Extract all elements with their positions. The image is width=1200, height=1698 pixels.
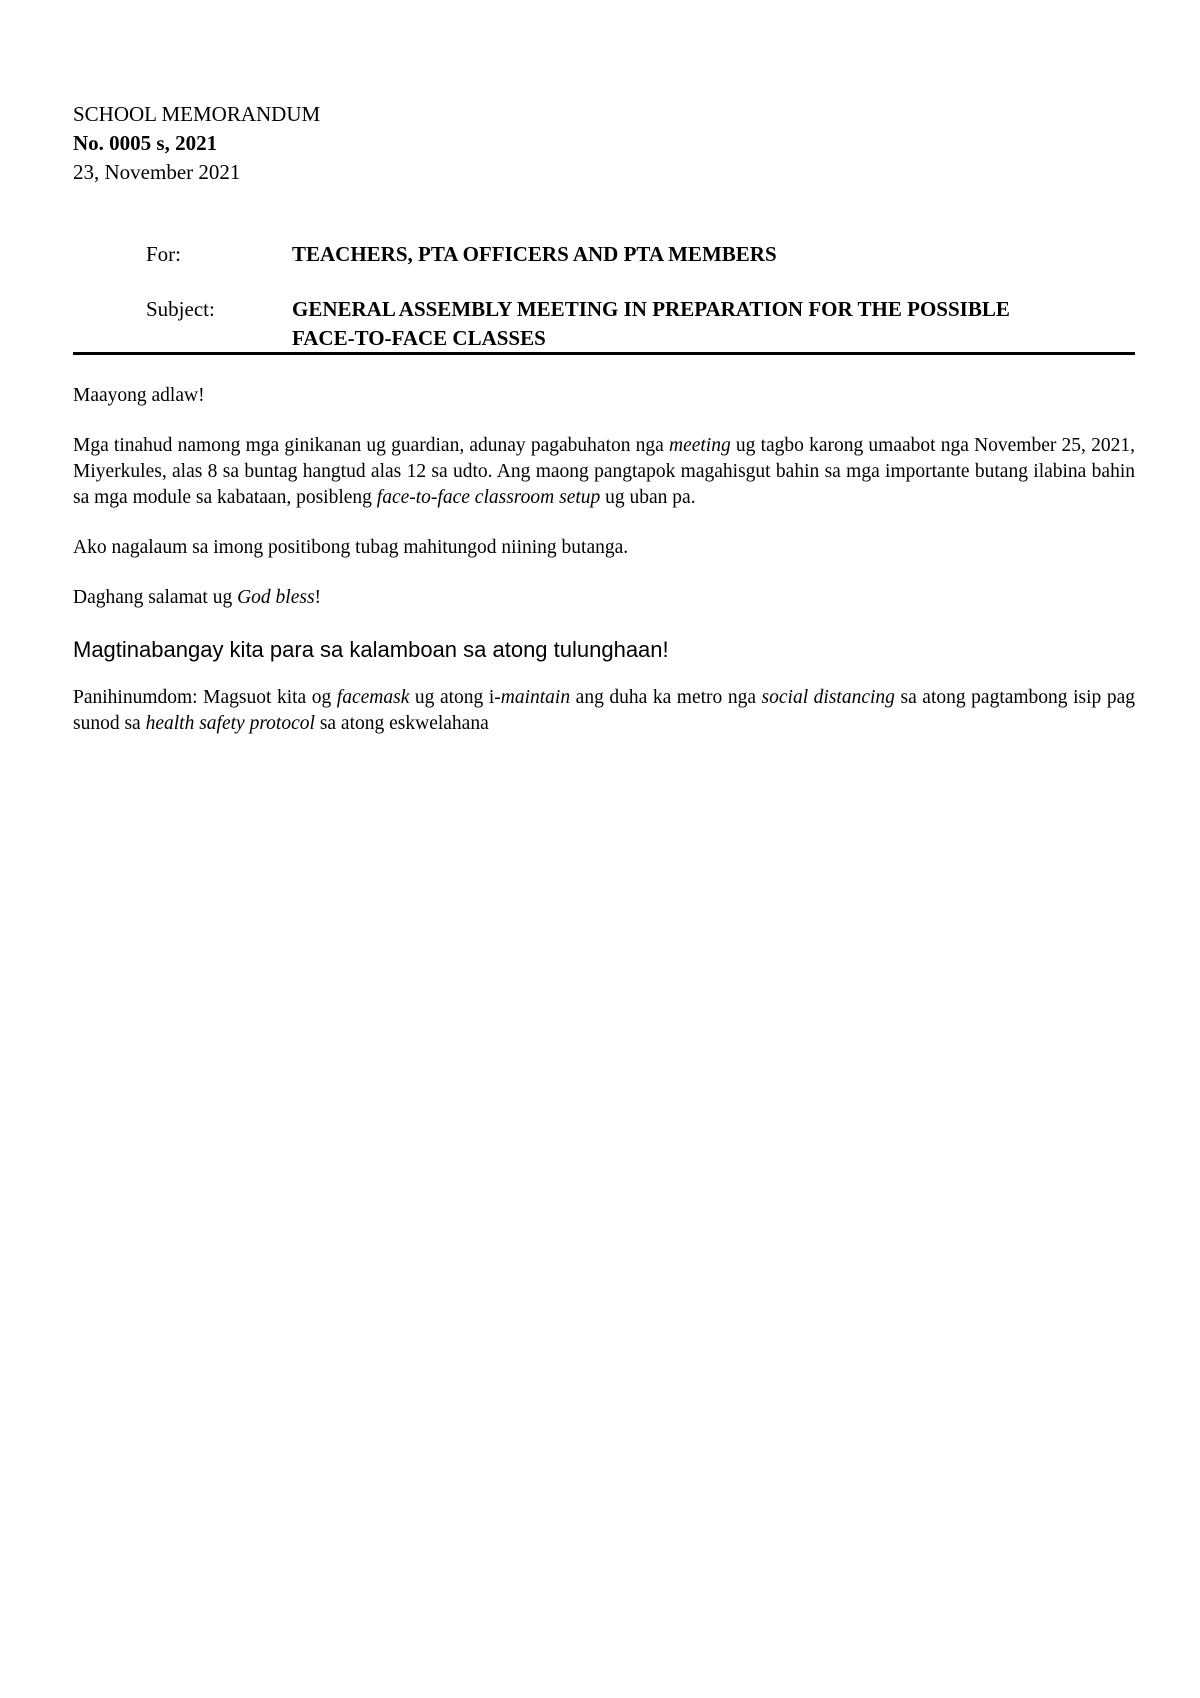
memo-number: No. 0005 s, 2021 — [73, 131, 218, 155]
rem-text-d: maintain — [500, 687, 571, 708]
memo-title: SCHOOL MEMORANDUM — [73, 102, 321, 126]
rem-text-c: ug atong i- — [409, 687, 501, 708]
p3-text-c: ! — [314, 587, 322, 608]
header-divider — [73, 352, 1135, 355]
paragraph-meeting-details — [73, 433, 1135, 511]
subject-value — [292, 295, 1135, 353]
memo-header — [73, 100, 1133, 187]
p3-text-b: God bless — [237, 587, 315, 608]
rem-text-b: facemask — [336, 687, 410, 708]
paragraph-thanks — [73, 585, 1135, 611]
p3-text-a: Daghang salamat ug — [73, 587, 238, 608]
rem-text-a: Panihinumdom: Magsuot kita og — [73, 687, 337, 708]
memo-meta — [73, 240, 1135, 353]
paragraph-expectation: Ako nagalaum sa imong positibong tubag mahitungod niining butanga. — [73, 537, 629, 558]
subject-row — [73, 295, 1135, 353]
p1-text-b: meeting — [669, 435, 731, 456]
p1-text-e: ug uban pa. — [600, 487, 696, 508]
paragraph-reminder — [73, 685, 1135, 737]
rem-text-e: ang duha ka metro nga — [570, 687, 762, 708]
p1-text-a: Mga tinahud namong mga ginikanan ug guardian, adunay pagabuhaton nga — [73, 435, 669, 456]
p1-text-d: face-to-face classroom setup — [376, 487, 601, 508]
for-row — [73, 240, 1135, 269]
rem-text-i: sa atong eskwelahana — [314, 713, 489, 734]
for-label: For: — [146, 242, 182, 266]
subject-line-2: FACE-TO-FACE CLASSES — [292, 326, 546, 350]
for-value: TEACHERS, PTA OFFICERS AND PTA MEMBERS — [292, 242, 777, 266]
rem-text-f: social distancing — [761, 687, 895, 708]
greeting: Maayong adlaw! — [73, 385, 205, 406]
p1-text-c: ug tagbo karong umaabot nga November 25, 2021, Miyerkules, alas 8 sa buntag hangtud alas 12 sa udto. Ang maong pangtapok magahisgut bahin sa mga importante butang ilabina bahin sa mga module sa kabataan, posibleng — [73, 435, 1135, 508]
memo-date: 23, November 2021 — [73, 160, 241, 184]
subject-line-1: GENERAL ASSEMBLY MEETING IN PREPARATION FOR THE POSSIBLE — [292, 297, 1010, 321]
closing-line: Magtinabangay kita para sa kalamboan sa atong tulunghaan! — [73, 637, 669, 662]
subject-label: Subject: — [146, 297, 215, 321]
memo-body — [73, 383, 1135, 761]
rem-text-g: sa atong pagtambong isip pag sunod sa — [73, 687, 1135, 734]
rem-text-h: health safety protocol — [145, 713, 315, 734]
